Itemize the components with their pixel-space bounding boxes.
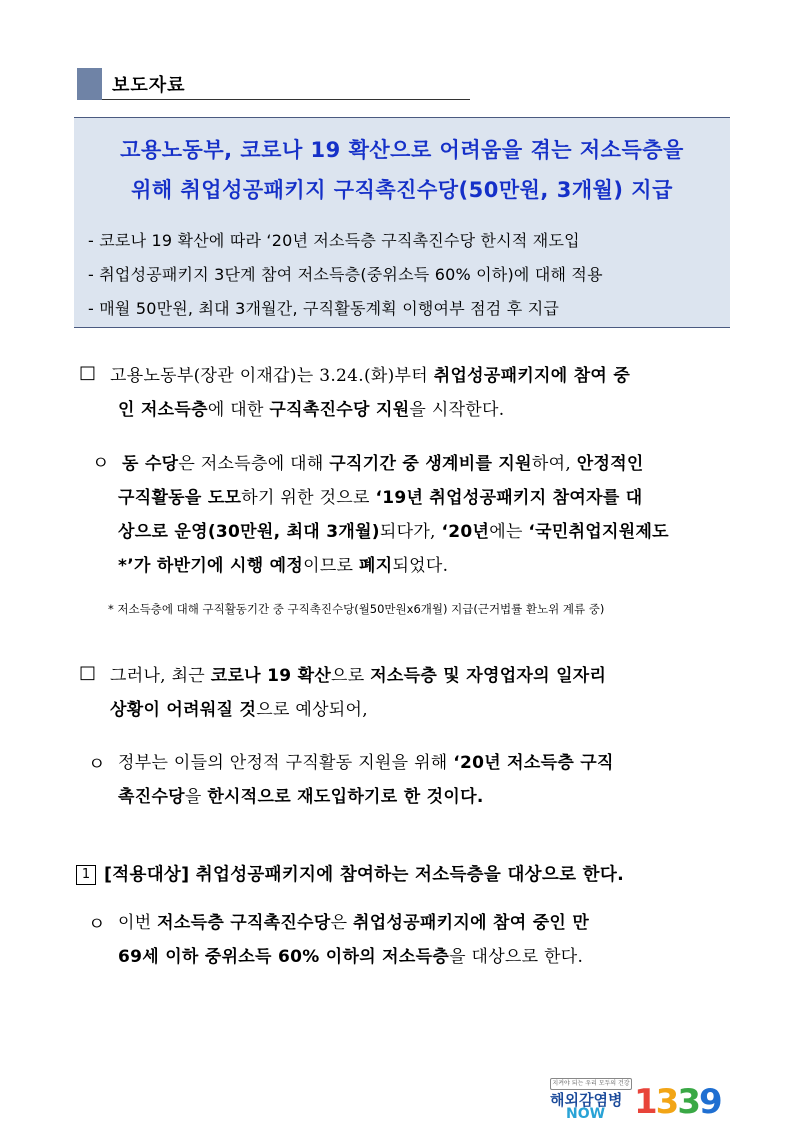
headline-line-1: 고용노동부, 코로나 19 확산으로 어려움을 겪는 저소득층을 xyxy=(120,138,684,162)
p2-bold-m: ‘국민취업지원제도 xyxy=(528,522,669,542)
p2-text-q: 되었다. xyxy=(392,556,449,576)
p3-bold-d: 저소득층 및 자영업자의 일자리 xyxy=(370,666,607,686)
p2-bold-n: *’가 하반기에 시행 예정 xyxy=(118,556,304,576)
circle-bullet-3: ㅇ xyxy=(88,914,106,935)
square-bullet: □ xyxy=(79,362,97,383)
paragraph-5-line-2 xyxy=(118,940,723,974)
paragraph-2-line-4 xyxy=(118,549,723,583)
p2-bold-i: 상으로 운영(30만원, 최대 3개월) xyxy=(118,522,380,542)
section-number-box: 1 xyxy=(76,865,96,885)
headline-line-2: 위해 취업성공패키지 구직촉진수당(50만원, 3개월) 지급 xyxy=(131,178,673,202)
summary-item-1: - 코로나 19 확산에 따라 ‘20년 저소득층 구직촉진수당 한시적 재도입 xyxy=(88,231,580,250)
logo-now: NOW xyxy=(566,1106,606,1122)
logo-tagline: 지켜야 되는 우리 모두의 건강 xyxy=(550,1078,632,1090)
tag-block xyxy=(77,68,102,100)
p4-bold-b: ‘20년 저소득층 구직 xyxy=(453,753,614,773)
p3-text-a: 그러나, 최근 xyxy=(110,666,211,686)
paragraph-3-line-2 xyxy=(110,693,725,727)
p2-text-j: 되다가, xyxy=(379,522,442,542)
title-box xyxy=(74,117,730,328)
p1-bold-3: 구직촉진수당 지원 xyxy=(269,400,410,420)
logo-number xyxy=(634,1082,721,1122)
p1-text-3: 을 시작한다. xyxy=(409,400,505,420)
summary-item-3: - 매월 50만원, 최대 3개월간, 구직활동계획 이행여부 점검 후 지급 xyxy=(88,299,560,318)
p4-text-a: 정부는 이들의 안정적 구직활동 지원을 위해 xyxy=(118,753,454,773)
p2-bold-p: 폐지 xyxy=(358,556,393,576)
p3-bold-b: 코로나 19 확산 xyxy=(210,666,332,686)
logo-digit-4: 9 xyxy=(699,1082,721,1122)
p5-bold-e: 69세 이하 중위소득 60% 이하의 저소득층 xyxy=(118,947,450,967)
p2-text-l: 에는 xyxy=(489,522,529,542)
p2-text-o: 이므로 xyxy=(303,556,359,576)
p5-text-a: 이번 xyxy=(118,913,158,933)
logo-digit-2: 3 xyxy=(655,1082,678,1122)
p1-bold: 취업성공패키지에 참여 중 xyxy=(433,366,631,386)
circle-bullet-2: ㅇ xyxy=(88,754,106,775)
footnote: * 저소득층에 대해 구직활동기간 중 구직촉진수당(월50만원x6개월) 지급(근거법률 환노위 계류 중) xyxy=(108,602,605,616)
p2-bold-a: 동 수당 xyxy=(122,454,179,474)
tag-underline xyxy=(102,99,470,100)
p5-bold-b: 저소득층 구직촉진수당 xyxy=(157,913,331,933)
p5-bold-d: 취업성공패키지에 참여 중인 만 xyxy=(353,913,590,933)
logo-digit-1: 1 xyxy=(634,1082,656,1122)
p1-text-2: 에 대한 xyxy=(207,400,270,420)
circle-bullet: ㅇ xyxy=(92,453,110,474)
p3-text-c: 으로 xyxy=(331,666,371,686)
p5-text-c: 은 xyxy=(330,913,354,933)
summary-item-2: - 취업성공패키지 3단계 참여 저소득층(중위소득 60% 이하)에 대해 적용 xyxy=(88,265,603,284)
square-bullet-2: □ xyxy=(79,662,97,683)
paragraph-5-line-1 xyxy=(118,906,723,940)
logo-text: 해외감염병 xyxy=(550,1091,623,1109)
p1-bold-2: 인 저소득층 xyxy=(118,400,208,420)
p5-text-f: 을 대상으로 한다. xyxy=(449,947,584,967)
p2-bold-k: ‘20년 xyxy=(441,522,490,542)
p2-bold-h: ‘19년 취업성공패키지 참여자를 대 xyxy=(375,488,643,508)
section-1-heading: [적용대상] 취업성공패키지에 참여하는 저소득층을 대상으로 한다. xyxy=(104,865,625,885)
paragraph-3-line-1 xyxy=(110,659,725,693)
tag-label: 보도자료 xyxy=(112,75,186,96)
p4-bold-c: 촉진수당 xyxy=(118,787,185,807)
p4-bold-e: 한시적으로 재도입하기로 한 것이다. xyxy=(207,787,484,807)
p2-bold-c: 구직기간 중 생계비를 지원 xyxy=(329,454,532,474)
paragraph-1 xyxy=(110,359,720,393)
logo-digit-3: 3 xyxy=(677,1082,700,1122)
paragraph-4-line-1 xyxy=(118,746,723,780)
paragraph-2-line-1 xyxy=(122,447,722,481)
campaign-logo xyxy=(548,1078,728,1121)
press-release-tag xyxy=(77,68,470,100)
paragraph-4-line-2 xyxy=(118,780,723,814)
p2-bold-e: 안정적인 xyxy=(576,454,644,474)
paragraph-2-line-3 xyxy=(118,515,723,549)
p2-bold-f: 구직활동을 도모 xyxy=(118,488,242,508)
p2-text-b: 은 저소득층에 대해 xyxy=(178,454,330,474)
p2-text-g: 하기 위한 것으로 xyxy=(241,488,376,508)
p1-text: 고용노동부(장관 이재갑)는 3.24.(화)부터 xyxy=(110,366,434,386)
p2-text-d: 하여, xyxy=(531,454,577,474)
p3-text-f: 으로 예상되어, xyxy=(256,700,368,720)
paragraph-2-line-2 xyxy=(118,481,723,515)
paragraph-1-cont xyxy=(118,393,728,427)
p4-text-d: 을 xyxy=(184,787,208,807)
p3-bold-e: 상황이 어려워질 것 xyxy=(110,700,257,720)
